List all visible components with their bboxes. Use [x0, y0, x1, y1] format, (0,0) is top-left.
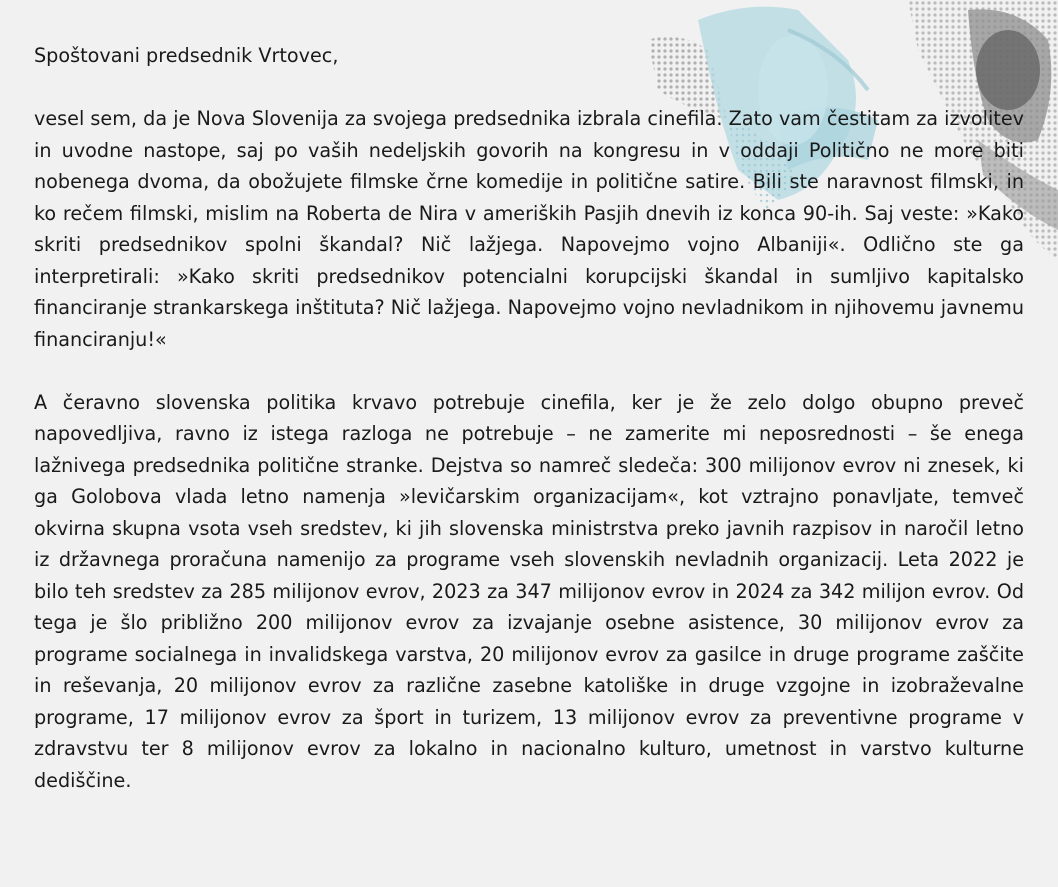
letter-paragraph-2: A čeravno slovenska politika krvavo potrebuje cinefila, ker je že zelo dolgo obupno preveč napovedljiva, ravno iz istega razloga ne potrebuje – ne zamerite mi neposrednosti – še enega lažnivega predsednika politične stranke. Dejstva so namreč sledeča: 300 milijonov evrov ni znesek, ki ga Golobova vlada letno namenja »levičarskim organizacijam«, kot vztrajno ponavljate, temveč okvirna skupna vsota vseh sredstev, ki jih slovenska ministrstva preko javnih razpisov in naročil letno iz državnega proračuna namenijo za programe vseh slovenskih nevladnih organizacij. Leta 2022 je bilo teh sredstev za 285 milijonov evrov, 2023 za 347 milijonov evrov in 2024 za 342 milijon evrov. Od tega je šlo približno 200 milijonov evrov za izvajanje osebne asistence, 30 milijonov evrov za programe socialnega in invalidskega varstva, 20 milijonov evrov za gasilce in druge programe zaščite in reševanja, 20 milijonov evrov za različne zasebne katoliške in druge vzgojne in izobraževalne programe, 17 milijonov evrov za šport in turizem, 13 milijonov evrov za preventivne programe v zdravstvu ter 8 milijonov evrov za lokalno in nacionalno kulturo, umetnost in varstvo kulturne dediščine.	[34, 390, 1024, 792]
letter-paragraph-1: vesel sem, da je Nova Slovenija za svojega predsednika izbrala cinefila. Zato vam čestitam za izvolitev in uvodne nastope, saj po vaših nedeljskih govorih na kongresu in v oddaji Politično ne more biti nobenega dvoma, da obožujete filmske črne komedije in politične satire. Bili ste naravnost filmski, in ko rečem filmski, mislim na Roberta de Nira v ameriških Pasjih dnevih iz konca 90-ih. Saj veste: »Kako skriti predsednikov spolni škandal? Nič lažjega. Napovejmo vojno Albaniji«. Odlično ste ga interpretirali: »Kako skriti predsednikov potencialni korupcijski škandal in sumljivo kapitalsko financiranje strankarskega inštituta? Nič lažjega. Napovejmo vojno nevladnikom in njihovemu javnemu financiranju!«	[34, 107, 1024, 351]
letter-greeting: Spoštovani predsednik Vrtovec,	[34, 44, 339, 67]
letter-body	[34, 40, 1024, 796]
